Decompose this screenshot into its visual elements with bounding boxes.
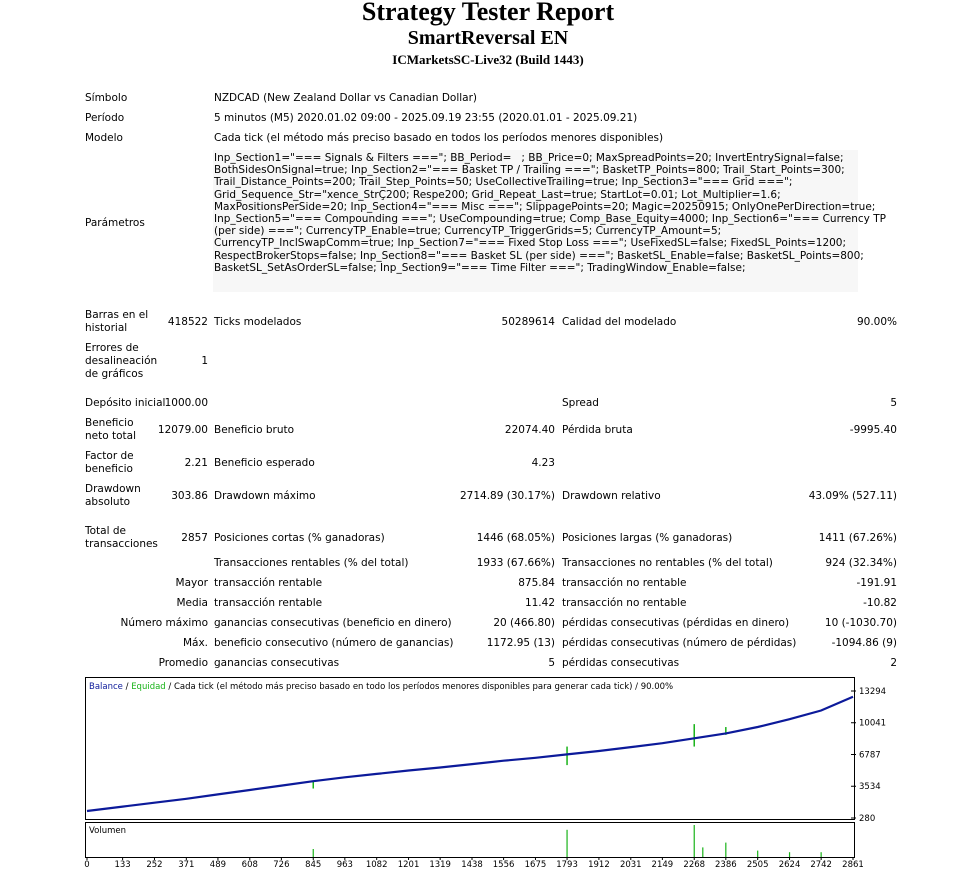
x-tick-label: 2742 <box>810 860 832 870</box>
average-profit-value: 11.42 <box>524 597 555 609</box>
average-loss-label: transacción no rentable <box>562 597 687 609</box>
largest-loss-label: transacción no rentable <box>562 577 687 589</box>
x-tick-label: 2861 <box>842 860 864 870</box>
model-value: Cada tick (el método más preciso basado en todos los períodos menores disponibles) <box>214 132 664 144</box>
gross-profit-value: 22074.40 <box>504 424 555 436</box>
average-prefix: Media <box>176 597 208 609</box>
max-consec-profit-value: 1172.95 (13) <box>486 637 555 649</box>
profit-trades-label: Transacciones rentables (% del total) <box>214 557 409 569</box>
short-positions-label: Posiciones cortas (% ganadoras) <box>214 532 385 544</box>
largest-profit-label: transacción rentable <box>214 577 323 589</box>
x-tick-label: 2505 <box>746 860 769 870</box>
y-tick-label: 280 <box>859 814 876 824</box>
x-tick-label: 2149 <box>651 860 674 870</box>
errors-label: Errores de desalineación de gráficos <box>85 342 158 380</box>
report-title: Strategy Tester Report <box>361 0 615 26</box>
dd-absolute-label: Drawdown absoluto <box>85 483 141 508</box>
expected-payoff-label: Beneficio esperado <box>214 457 315 469</box>
max-consec-profit-label: beneficio consecutivo (número de ganancias) <box>214 637 454 649</box>
ticks-value: 50289614 <box>501 316 555 328</box>
loss-trades-value: 924 (32.34%) <box>825 557 897 569</box>
max-consec-losses-value: 10 (-1030.70) <box>824 617 897 629</box>
avg-consec-wins-label: ganancias consecutivas <box>214 657 340 669</box>
x-tick-label: 371 <box>178 860 195 870</box>
max-consec-wins-value: 20 (466.80) <box>493 617 555 629</box>
x-tick-label: 1556 <box>492 860 515 870</box>
net-profit-value: 12079.00 <box>157 424 208 436</box>
x-tick-label: 845 <box>305 860 322 870</box>
y-tick-label: 10041 <box>859 718 887 729</box>
x-tick-label: 963 <box>336 860 353 870</box>
x-tick-label: 0 <box>84 860 90 870</box>
quality-label: Calidad del modelado <box>562 316 677 328</box>
x-tick-label: 252 <box>146 860 163 870</box>
total-trades-label: Total de transacciones <box>85 525 158 550</box>
largest-loss-value: -191.91 <box>856 577 897 589</box>
loss-trades-label: Transacciones no rentables (% del total) <box>562 557 773 569</box>
main-plot-frame <box>86 678 855 820</box>
dd-max-label: Drawdown máximo <box>214 490 316 502</box>
spread-value: 5 <box>890 397 897 409</box>
legend-description: / Cada tick (el método más preciso basado en todo los períodos menores disponibles para generar cada tick) / 90.00% <box>165 682 674 692</box>
server-build: ICMarketsSC-Live32 (Build 1443) <box>392 52 584 67</box>
x-tick-label: 1438 <box>461 860 483 870</box>
params-label: Parámetros <box>85 217 145 229</box>
dd-relative-value: 43.09% (527.11) <box>808 490 897 502</box>
volume-label: Volumen <box>89 826 127 836</box>
legend-separator: / <box>122 682 132 692</box>
short-positions-value: 1446 (68.05%) <box>476 532 555 544</box>
gross-loss-label: Pérdida bruta <box>562 424 633 436</box>
dd-max-value: 2714.89 (30.17%) <box>460 490 555 502</box>
legend-balance: Balance <box>89 682 123 692</box>
period-value: 5 minutos (M5) 2020.01.02 09:00 - 2025.09.19 23:55 (2020.01.01 - 2025.09.21) <box>214 112 638 124</box>
deposit-label: Depósito inicial <box>85 397 166 409</box>
long-positions-label: Posiciones largas (% ganadoras) <box>562 532 733 544</box>
legend-equity: Equidad <box>131 682 166 692</box>
x-tick-label: 2386 <box>715 860 737 870</box>
volume-plot-frame <box>86 823 855 858</box>
gross-loss-value: -9995.40 <box>849 424 897 436</box>
max-consec-losses-label: pérdidas consecutivas (pérdidas en dinero) <box>562 617 790 629</box>
largest-profit-value: 875.84 <box>518 577 555 589</box>
params-value: Inp_Section1="=== Signals & Filters ==="; BB_Period= ; BB_Price=0; MaxSpreadPoints=20; InvertEntrySignal=false; BothSidesOnSignal=true; Inp_Section2="=== Basket TP / Trailing ==="; BasketTP_Points=800; Trail_Start_Points=300; Trail_Distance_Points=200; Trail_Step_Points=50; UseCollectiveTrailing=true; Inp_Section3="=== Grid ==="; Grid_Sequence_Str="xence_StrÇ200; Respe200; Grid_Repeat_Last=true; StartLot=0.01; Lot_Multiplier=1.6; MaxPositionsPerSide=20; Inp_Section4="=== Misc ==="; SlippagePoints=20; Magic=20250915; OnlyOnePerDirection=true; Inp_Section5="=== Compounding ==="; UseCompounding=true; Comp_Base_Equity=4000; Inp_Section6="=== Currency TP (per side) ==="; CurrencyTP_Enable=true; CurrencyTP_TriggerGrids=5; CurrencyTP_Amount=5; CurrencyTP_InclSwapComm=true; Inp_Section7="=== Fixed Stop Loss ==="; UseFixedSL=false; FixedSL_Points=1200; RespectBrokerStops=false; Inp_Section8="=== Basket SL (per side) ==="; BasketSL_Enable=false; BasketSL_Points=800; BasketSL_SetAsOrderSL=false; Inp_Section9="=== Time Filter ==="; TradingWindow_Enable=false; <box>214 152 890 274</box>
dd-absolute-value: 303.86 <box>171 490 208 502</box>
x-tick-label: 2031 <box>619 860 642 870</box>
y-tick-label: 3534 <box>859 782 881 793</box>
symbol-value: NZDCAD (New Zealand Dollar vs Canadian Dollar) <box>214 92 478 104</box>
ticks-label: Ticks modelados <box>214 316 302 328</box>
avg-consec-wins-value: 5 <box>548 657 555 669</box>
deposit-value: 1000.00 <box>164 397 208 409</box>
x-tick-label: 1793 <box>556 860 578 870</box>
total-trades-value: 2857 <box>181 532 208 544</box>
y-tick-label: 13294 <box>859 687 887 697</box>
profit-factor-label: Factor de beneficio <box>85 450 134 475</box>
bars-value: 418522 <box>167 316 208 328</box>
x-tick-label: 1912 <box>588 860 610 870</box>
largest-prefix: Mayor <box>175 577 208 589</box>
svg-text:Balance / Equidad / Cada tick <box>89 681 673 692</box>
x-tick-label: 1675 <box>524 860 547 870</box>
x-tick-label: 2624 <box>778 860 801 870</box>
avg-consec-losses-value: 2 <box>890 657 897 669</box>
gross-profit-label: Beneficio bruto <box>214 424 295 436</box>
max-value-prefix: Máx. <box>182 637 208 649</box>
expected-payoff-value: 4.23 <box>531 457 555 469</box>
max-consec-wins-label: ganancias consecutivas (beneficio en dinero) <box>214 617 452 629</box>
y-tick-label: 6787 <box>859 750 881 761</box>
balance-chart <box>85 677 901 870</box>
x-tick-label: 1319 <box>429 860 451 870</box>
profit-trades-value: 1933 (67.66%) <box>476 557 555 569</box>
model-label: Modelo <box>85 132 123 144</box>
max-consec-loss-value: -1094.86 (9) <box>831 637 897 649</box>
errors-value: 1 <box>201 355 208 367</box>
x-tick-label: 726 <box>273 860 290 870</box>
spread-label: Spread <box>562 397 599 409</box>
max-number-prefix: Número máximo <box>120 617 208 629</box>
average-loss-value: -10.82 <box>863 597 897 609</box>
dd-relative-label: Drawdown relativo <box>562 490 661 502</box>
x-tick-label: 2268 <box>683 860 706 870</box>
net-profit-label: Beneficio neto total <box>85 417 137 442</box>
x-tick-label: 1201 <box>397 860 420 870</box>
long-positions-value: 1411 (67.26%) <box>818 532 897 544</box>
y-axis-ticks <box>851 687 886 824</box>
average-profit-label: transacción rentable <box>214 597 323 609</box>
quality-value: 90.00% <box>856 316 897 328</box>
avg-consec-losses-label: pérdidas consecutivas <box>562 657 680 669</box>
average-consec-prefix: Promedio <box>158 657 208 669</box>
x-tick-label: 133 <box>114 860 131 870</box>
x-tick-label: 608 <box>241 860 258 870</box>
x-tick-label: 1082 <box>365 860 388 870</box>
x-axis-ticks <box>84 857 864 870</box>
max-consec-loss-label: pérdidas consecutivas (número de pérdidas) <box>562 637 797 649</box>
profit-factor-value: 2.21 <box>184 457 208 469</box>
bars-label: Barras en el historial <box>85 309 149 334</box>
period-label: Período <box>85 112 125 124</box>
expert-name: SmartReversal EN <box>407 27 569 49</box>
symbol-label: Símbolo <box>85 92 128 104</box>
x-tick-label: 489 <box>209 860 227 870</box>
